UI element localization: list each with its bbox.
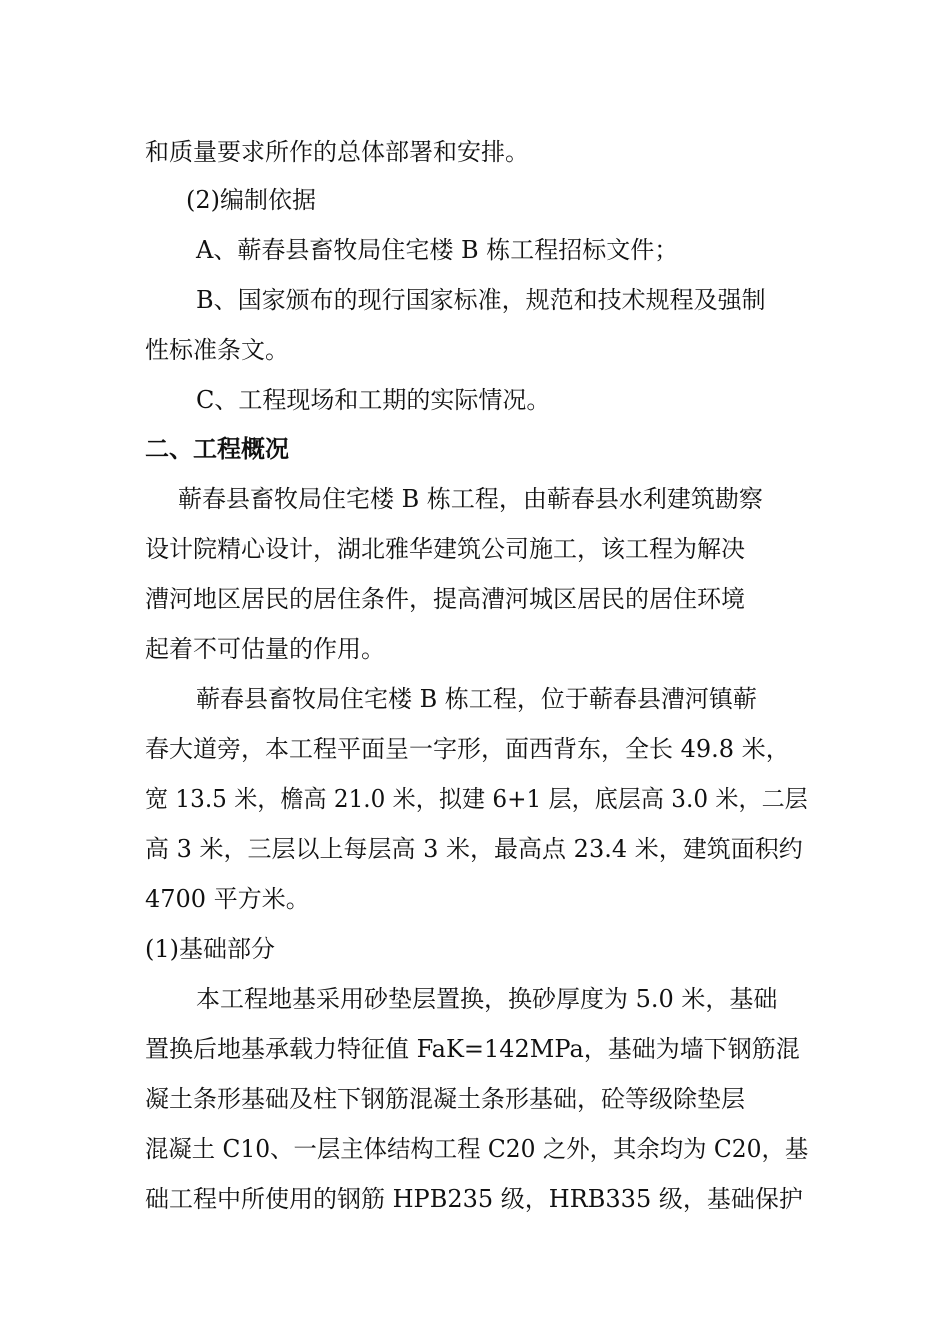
paragraph-line: 本工程地基采用砂垫层置换，换砂厚度为 5.0 米，基础 [196, 985, 778, 1013]
paragraph-line: 高 3 米，三层以上每层高 3 米，最高点 23.4 米，建筑面积约 [145, 835, 803, 863]
paragraph-line: 凝土条形基础及柱下钢筋混凝土条形基础，砼等级除垫层 [145, 1085, 745, 1113]
paragraph-line: 置换后地基承载力特征值 FaK=142MPa，基础为墙下钢筋混 [145, 1035, 800, 1063]
paragraph-line: 和质量要求所作的总体部署和安排。 [145, 138, 529, 166]
paragraph-line: 混凝土 C10、一层主体结构工程 C20 之外，其余均为 C20，基 [145, 1135, 809, 1163]
paragraph-line: 春大道旁，本工程平面呈一字形，面西背东，全长 49.8 米， [145, 735, 790, 763]
paragraph-line: 础工程中所使用的钢筋 HPB235 级，HRB335 级，基础保护 [145, 1185, 803, 1213]
list-item: B、国家颁布的现行国家标准，规范和技术规程及强制 [196, 286, 766, 314]
paragraph-line: 蕲春县畜牧局住宅楼 B 栋工程，由蕲春县水利建筑勘察 [178, 485, 763, 513]
section-subheading: (2)编制依据 [186, 186, 316, 214]
paragraph-line: 起着不可估量的作用。 [145, 635, 385, 663]
paragraph-line: 宽 13.5 米，檐高 21.0 米，拟建 6+1 层，底层高 3.0 米，二层 [145, 785, 808, 813]
list-item: A、蕲春县畜牧局住宅楼 B 栋工程招标文件； [196, 236, 679, 264]
paragraph-line: 性标准条文。 [145, 336, 289, 364]
paragraph-line: 设计院精心设计，湖北雅华建筑公司施工，该工程为解决 [145, 535, 745, 563]
section-subheading: (1)基础部分 [145, 935, 275, 963]
section-heading: 二、工程概况 [145, 435, 289, 463]
list-item: C、工程现场和工期的实际情况。 [196, 386, 551, 414]
paragraph-line: 漕河地区居民的居住条件，提高漕河城区居民的居住环境 [145, 585, 745, 613]
paragraph-line: 4700 平方米。 [145, 885, 310, 913]
paragraph-line: 蕲春县畜牧局住宅楼 B 栋工程，位于蕲春县漕河镇蕲 [196, 685, 757, 713]
